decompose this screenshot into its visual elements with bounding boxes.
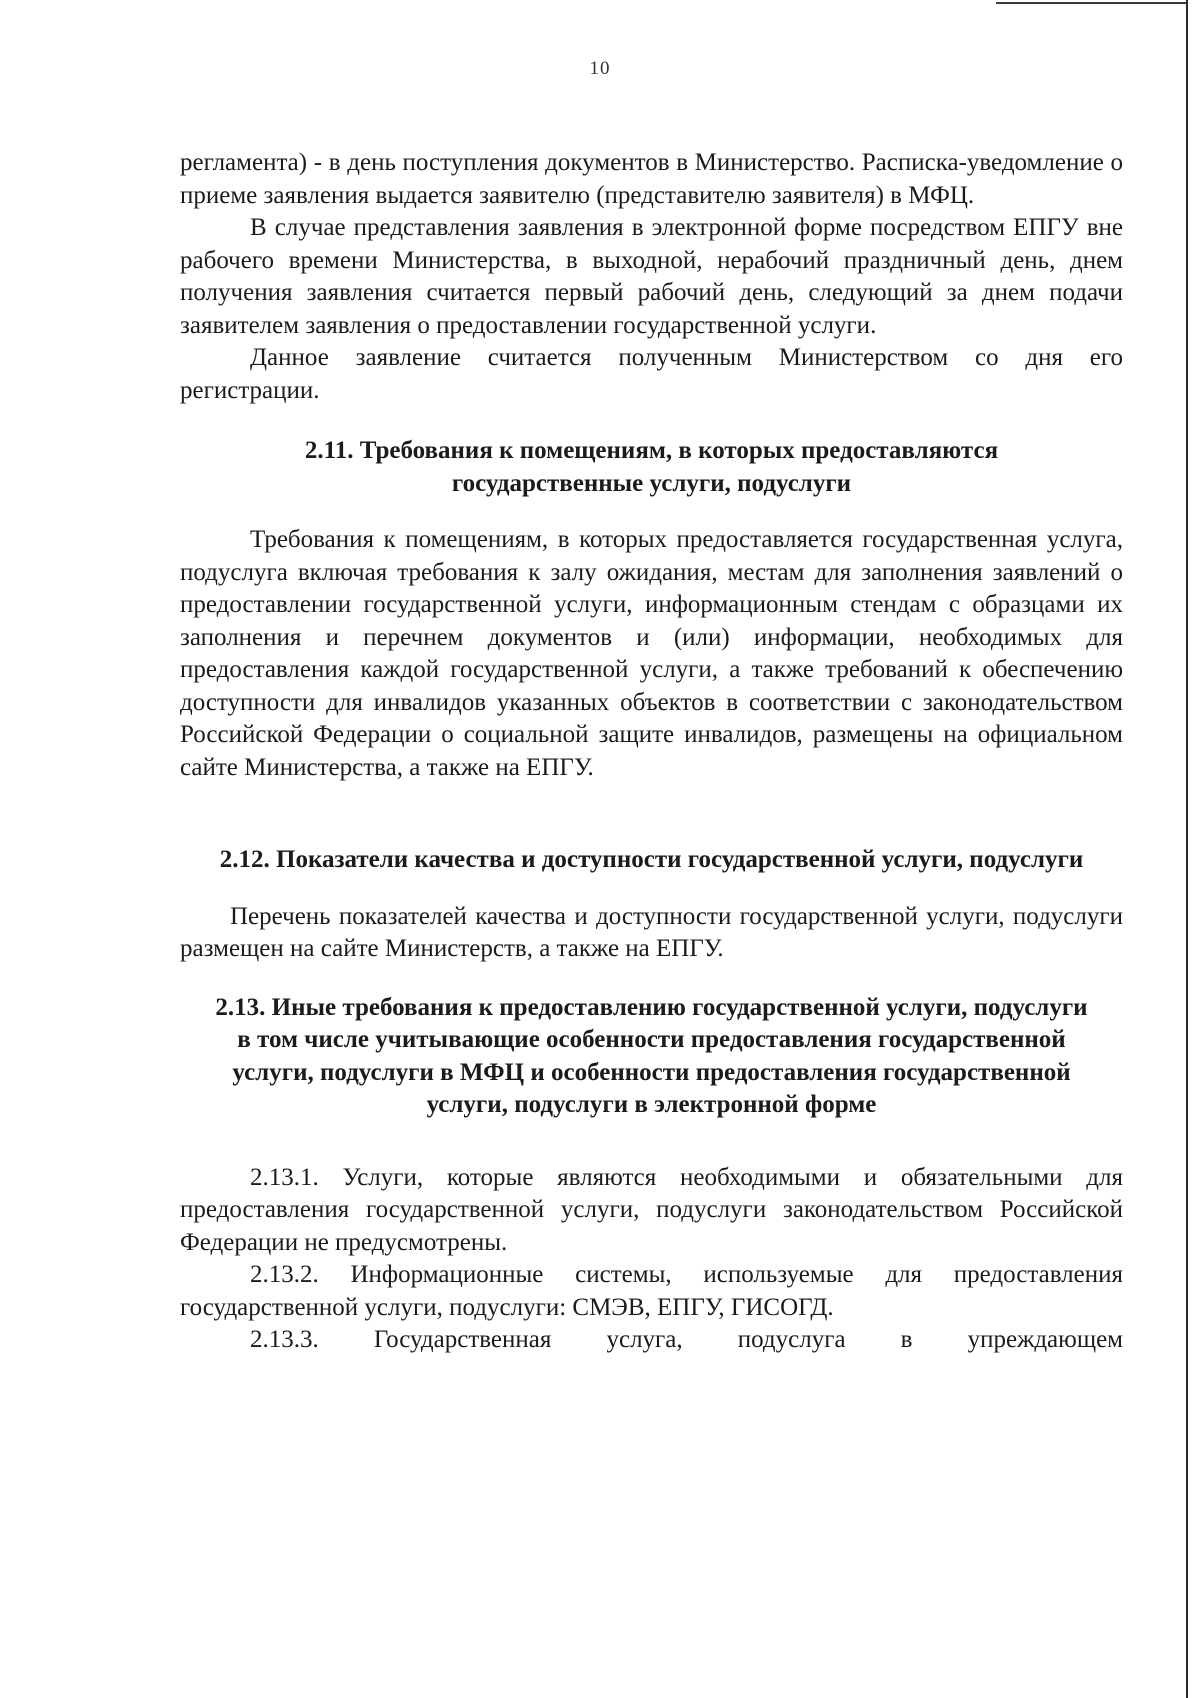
- section-2-13-3-paragraph: 2.13.3. Государственная услуга, подуслуга в упреждающем: [250, 1326, 1123, 1353]
- section-2-11-heading: 2.11. Требования к помещениям, в которых предоставляются государственные услуги, подуслуги: [304, 437, 999, 497]
- intro-paragraph-1: регламента) - в день поступления документов в Министерство. Расписка-уведомление о приеме заявления выдается заявителю (представителю заявителя) в МФЦ.: [180, 149, 1123, 209]
- scan-edge-right: [1186, 0, 1188, 1698]
- intro-paragraph-3: Данное заявление считается полученным Министерством со дня его регистрации.: [180, 344, 1123, 404]
- section-2-12-heading: 2.12. Показатели качества и доступности государственной услуги, подуслуги: [219, 846, 1084, 873]
- section-2-13-heading: 2.13. Иные требования к предоставлению государственной услуги, подуслуги в том числе учитывающие особенности предоставления государственной услуги, подуслуги в МФЦ и особенности предоставления государственной услуги, подуслуги в электронной форме: [215, 993, 1088, 1118]
- intro-paragraph-2: В случае представления заявления в электронной форме посредством ЕПГУ вне рабочего времени Министерства, в выходной, нерабочий праздничный день, днем получения заявления считается первый рабочий день, следующий за днем подачи заявителем заявления о предоставлении государственной услуги.: [180, 214, 1123, 339]
- section-2-13-2-paragraph: 2.13.2. Информационные системы, используемые для предоставления государственной услуги, подуслуги: СМЭВ, ЕПГУ, ГИСОГД.: [180, 1261, 1123, 1321]
- page-number: 10: [589, 58, 611, 79]
- section-2-12-paragraph: Перечень показателей качества и доступности государственной услуги, подуслуги размещен на сайте Министерств, а также на ЕПГУ.: [180, 902, 1123, 962]
- document-body: [180, 147, 1123, 1357]
- scan-edge-top: [996, 2, 1186, 4]
- section-2-13-1-paragraph: 2.13.1. Услуги, которые являются необходимыми и обязательными для предоставления государственной услуги, подуслуги законодательством Российской Федерации не предусмотрены.: [180, 1163, 1123, 1256]
- section-2-11-paragraph: Требования к помещениям, в которых предоставляется государственная услуга, подуслуга включая требования к залу ожидания, местам для заполнения заявлений о предоставлении государственной услуги, информационным стендам с образцами их заполнения и перечнем документов и (или) информации, необходимых для предоставления каждой государственной услуги, а также требований к обеспечению доступности для инвалидов указанных объектов в соответствии с законодательством Российской Федерации о социальной защите инвалидов, размещены на официальном сайте Министерства, а также на ЕПГУ.: [180, 526, 1123, 781]
